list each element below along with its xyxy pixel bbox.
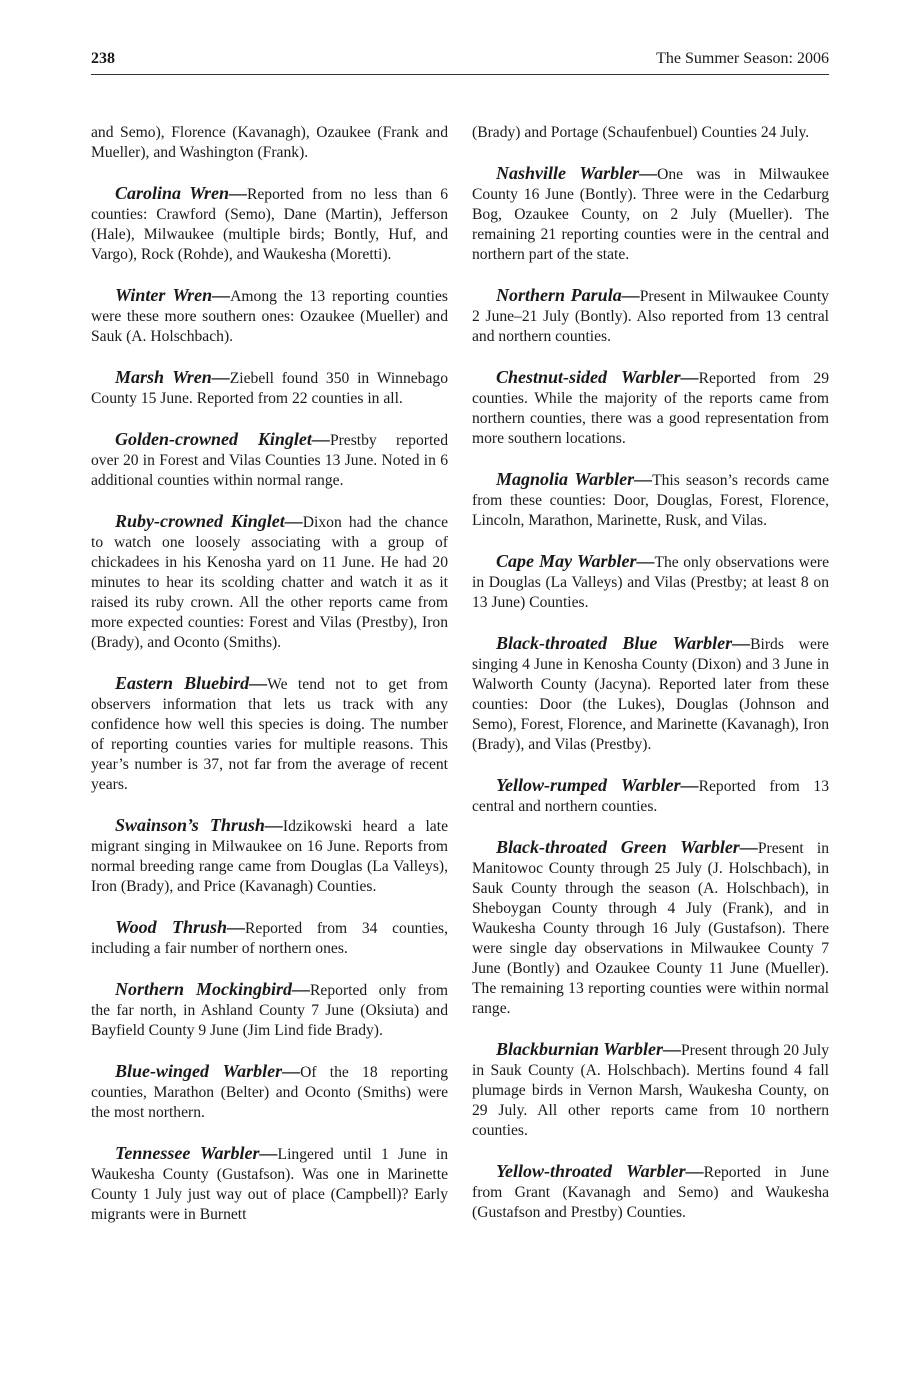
species-text: This season’s records came from these counties: Door, Douglas, Forest, Florence, Lincoln, Marathon, Marinette, Rusk, and Vilas. bbox=[472, 472, 829, 529]
page-header bbox=[91, 50, 829, 72]
species-name: Eastern Bluebird— bbox=[115, 673, 268, 693]
species-name: Northern Parula— bbox=[496, 285, 640, 305]
species-name: Black-throated Blue Warbler— bbox=[496, 633, 751, 653]
species-entry bbox=[91, 1143, 448, 1225]
species-text: Dixon had the chance to watch one loosely associating with a group of chickadees in his Kenosha yard on 11 June. He had 20 minutes to hear its scolding chatter and watch it as it raised its ruby crown. All the other reports came from more expected counties: Forest and Vilas (Prestby), Iron (Brady), and Oconto (Smiths). bbox=[91, 514, 448, 651]
species-entry bbox=[472, 551, 829, 613]
species-text: The only observations were in Douglas (La Valleys) and Vilas (Prestby; at least 8 on 13 June) Counties. bbox=[472, 554, 829, 611]
species-entry bbox=[91, 815, 448, 897]
species-name: Black-throated Green Warbler— bbox=[496, 837, 758, 857]
species-text: Ziebell found 350 in Winnebago County 15 June. Reported from 22 counties in all. bbox=[91, 370, 448, 407]
species-text: Present through 20 July in Sauk County (A. Holschbach). Mertins found 4 fall plumage birds in Vernon Marsh, Waukesha County, on 29 July. All other reports came from 10 northern counties. bbox=[472, 1042, 829, 1139]
species-text: Birds were singing 4 June in Kenosha County (Dixon) and 3 June in Walworth County (Jacyna). Reported later from these counties: Door (the Lukes), Douglas (Johnson and Semo), Forest, Florence, and Marinette (Kavanagh), Iron (Brady), and Vilas (Prestby). bbox=[472, 636, 829, 753]
species-text: Reported from no less than 6 counties: Crawford (Semo), Dane (Martin), Jefferson (Hale), Milwaukee (multiple birds; Bontly, Huf, and Vargo), Rock (Rohde), and Waukesha (Moretti). bbox=[91, 186, 449, 263]
species-text: Reported from 34 counties, including a fair number of northern ones. bbox=[91, 920, 448, 957]
species-name: Marsh Wren— bbox=[115, 367, 230, 387]
species-name: Tennessee Warbler— bbox=[115, 1143, 278, 1163]
species-name: Golden-crowned Kinglet— bbox=[115, 429, 330, 449]
species-name: Yellow-throated Warbler— bbox=[496, 1161, 704, 1181]
species-entry bbox=[472, 837, 829, 1019]
species-text: Reported only from the far north, in Ashland County 7 June (Oksiuta) and Bayfield County 9 June (Jim Lind fide Brady). bbox=[91, 982, 448, 1039]
continuation-paragraph: and Semo), Florence (Kavanagh), Ozaukee (Frank and Mueller), and Washington (Frank). bbox=[91, 124, 448, 161]
running-title: The Summer Season: 2006 bbox=[656, 50, 829, 67]
species-entry bbox=[472, 163, 829, 265]
species-entry bbox=[91, 673, 448, 795]
species-name: Carolina Wren— bbox=[115, 183, 247, 203]
species-name: Wood Thrush— bbox=[115, 917, 245, 937]
species-name: Yellow-rumped Warbler— bbox=[496, 775, 699, 795]
species-entry bbox=[472, 1161, 829, 1223]
species-text: We tend not to get from observers information that lets us track with any confidence how well this species is doing. The number of reporting counties varies for multiple reasons. This year’s number is 37, not far from the average of recent years. bbox=[91, 676, 449, 793]
species-name: Blue-winged Warbler— bbox=[115, 1061, 301, 1081]
species-name: Northern Mockingbird— bbox=[115, 979, 311, 999]
continuation-paragraph: (Brady) and Portage (Schaufenbuel) Counties 24 July. bbox=[472, 124, 810, 141]
species-entry bbox=[91, 367, 448, 409]
species-name: Blackburnian Warbler— bbox=[496, 1039, 681, 1059]
species-name: Nashville Warbler— bbox=[496, 163, 658, 183]
species-entry bbox=[91, 1061, 448, 1123]
species-name: Chestnut-sided Warbler— bbox=[496, 367, 699, 387]
species-text: One was in Milwaukee County 16 June (Bontly). Three were in the Cedarburg Bog, Ozaukee County, on 2 July (Mueller). The remaining 21 reporting counties were in the central and northern part of the state. bbox=[472, 166, 829, 263]
species-name: Magnolia Warbler— bbox=[496, 469, 653, 489]
species-entry bbox=[91, 429, 448, 491]
species-text: Present in Manitowoc County through 25 July (J. Holschbach), in Sauk County through the season (A. Holschbach), in Sheboygan County through 4 July (Frank), and in Waukesha County through 16 July (Gustafson). There were single day observations in Milwaukee County 7 June (Bontly) and Ozaukee County 11 June (Mueller). The remaining 13 reporting counties were within normal range. bbox=[472, 840, 830, 1017]
header-rule bbox=[91, 74, 829, 75]
species-entry bbox=[472, 469, 829, 531]
left-column bbox=[91, 123, 448, 1245]
species-entry bbox=[472, 633, 829, 755]
species-entry bbox=[472, 367, 829, 449]
species-entry bbox=[472, 775, 829, 817]
species-text: Of the 18 reporting counties, Marathon (Belter) and Oconto (Smiths) were the most northern. bbox=[91, 1064, 448, 1121]
species-entry bbox=[91, 511, 448, 653]
species-text: Lingered until 1 June in Waukesha County (Gustafson). Was one in Marinette County 1 July just way out of place (Campbell)? Early migrants were in Burnett bbox=[91, 1146, 448, 1223]
right-column bbox=[472, 123, 829, 1243]
page-number: 238 bbox=[91, 50, 115, 67]
species-name: Ruby-crowned Kinglet— bbox=[115, 511, 303, 531]
species-entry bbox=[91, 979, 448, 1041]
species-text: Reported from 29 counties. While the majority of the reports came from northern counties, there was a good representation from more southern locations. bbox=[472, 370, 829, 447]
species-text: Reported from 13 central and northern counties. bbox=[472, 778, 829, 815]
species-entry bbox=[91, 285, 448, 347]
species-entry bbox=[472, 285, 829, 347]
species-entry bbox=[91, 917, 448, 959]
species-name: Cape May Warbler— bbox=[496, 551, 655, 571]
species-name: Swainson’s Thrush— bbox=[115, 815, 283, 835]
species-text: Among the 13 reporting counties were these more southern ones: Ozaukee (Mueller) and Sauk (A. Holschbach). bbox=[91, 288, 448, 345]
species-text: Idzikowski heard a late migrant singing in Milwaukee on 16 June. Reports from normal breeding range came from Douglas (La Valleys), Iron (Brady), and Price (Kavanagh) Counties. bbox=[91, 818, 448, 895]
species-name: Winter Wren— bbox=[115, 285, 231, 305]
species-text: Present in Milwaukee County 2 June–21 July (Bontly). Also reported from 13 central and northern counties. bbox=[472, 288, 829, 345]
species-entry bbox=[472, 1039, 829, 1141]
species-text: Prestby reported over 20 in Forest and Vilas Counties 13 June. Noted in 6 additional counties within normal range. bbox=[91, 432, 448, 489]
species-entry bbox=[91, 183, 448, 265]
species-text: Reported in June from Grant (Kavanagh and Semo) and Waukesha (Gustafson and Prestby) Counties. bbox=[472, 1164, 829, 1221]
